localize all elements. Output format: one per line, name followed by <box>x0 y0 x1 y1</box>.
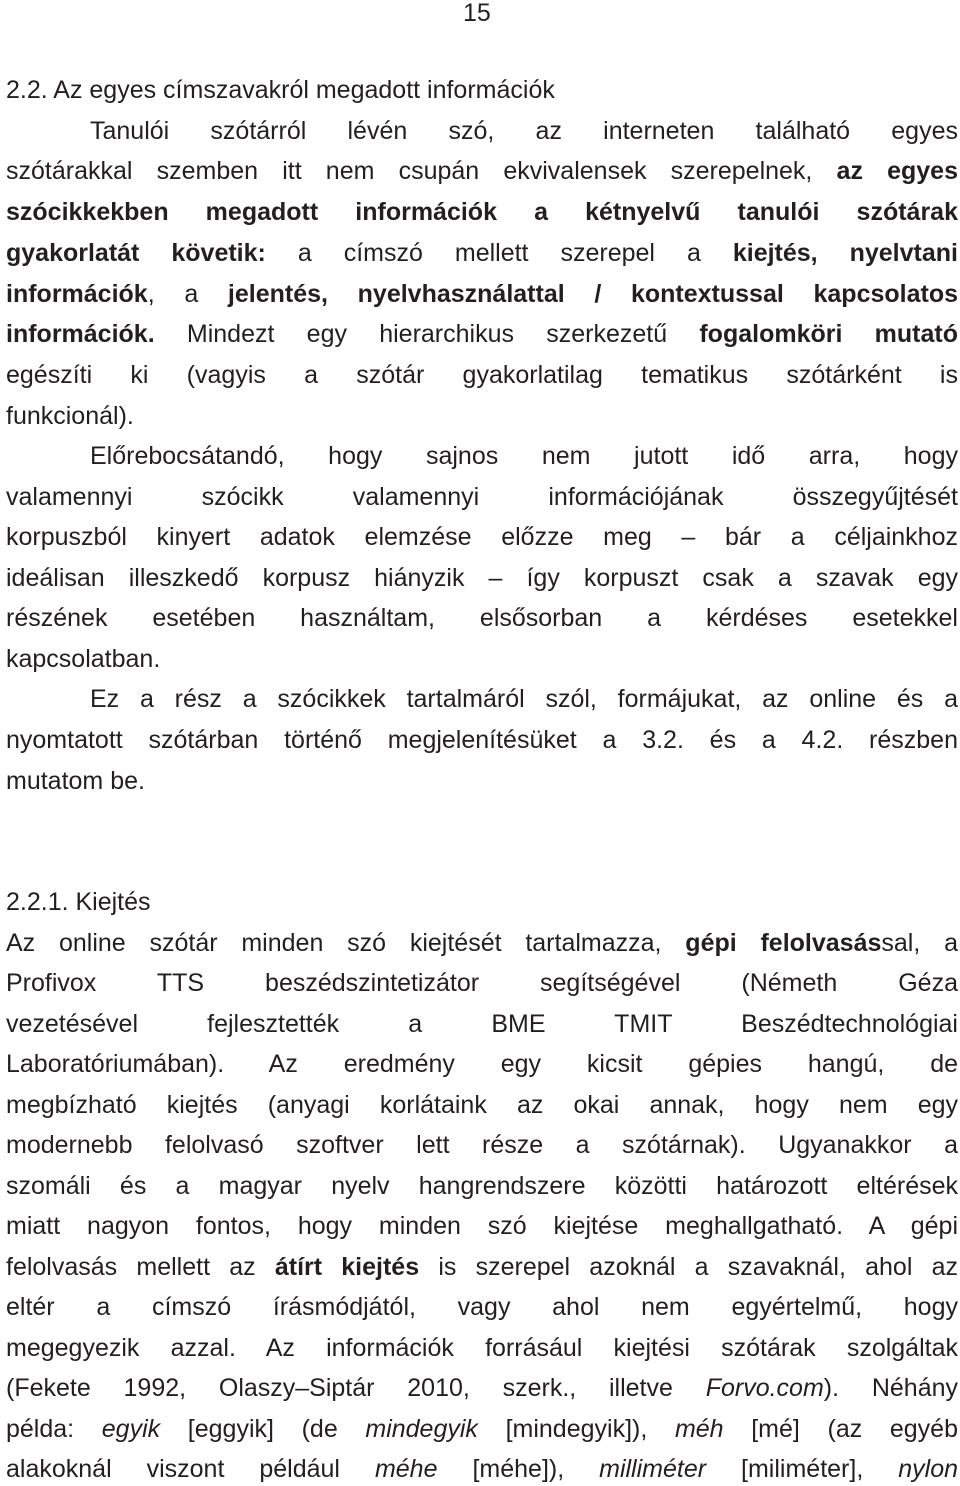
paragraph-line: megbízható kiejtés (anyagi korlátaink az okai annak, hogy nem egy <box>6 1091 958 1119</box>
section-heading: 2.2. Az egyes címszavakról megadott információk <box>6 76 555 104</box>
paragraph-line: szócikkekben megadott információk a kétnyelvű tanulói szótárak <box>6 198 958 226</box>
paragraph-line: alakoknál viszont például méhe [méhe]), milliméter [miliméter], nylon <box>6 1455 958 1483</box>
paragraph-line: megegyezik azzal. Az információk forrásául kiejtési szótárak szolgáltak <box>6 1334 958 1362</box>
paragraph-line: vezetésével fejlesztették a BME TMIT Beszédtechnológiai <box>6 1010 958 1038</box>
paragraph-line: (Fekete 1992, Olaszy–Siptár 2010, szerk., illetve Forvo.com). Néhány <box>6 1374 958 1402</box>
paragraph-line: Előrebocsátandó, hogy sajnos nem jutott idő arra, hogy <box>90 442 958 470</box>
paragraph-line: modernebb felolvasó szoftver lett része a szótárnak). Ugyanakkor a <box>6 1131 958 1159</box>
paragraph-line: eltér a címszó írásmódjától, vagy ahol nem egyértelmű, hogy <box>6 1293 958 1321</box>
paragraph-line: szomáli és a magyar nyelv hangrendszere közötti határozott eltérések <box>6 1172 958 1200</box>
paragraph-line: nyomtatott szótárban történő megjelenítésüket a 3.2. és a 4.2. részben <box>6 726 958 754</box>
subsection-heading: 2.2.1. Kiejtés <box>6 888 151 916</box>
paragraph-line: ideálisan illeszkedő korpusz hiányzik – így korpuszt csak a szavak egy <box>6 564 958 592</box>
paragraph-line: valamennyi szócikk valamennyi információjának összegyűjtését <box>6 483 958 511</box>
paragraph-line: gyakorlatát követik: a címszó mellett szerepel a kiejtés, nyelvtani <box>6 239 958 267</box>
paragraph-line: példa: egyik [eggyik] (de mindegyik [mindegyik]), méh [mé] (az egyéb <box>6 1415 958 1443</box>
paragraph-line: részének esetében használtam, elsősorban a kérdéses esetekkel <box>6 604 958 632</box>
paragraph-line: egészíti ki (vagyis a szótár gyakorlatilag tematikus szótárként is <box>6 361 958 389</box>
paragraph-line: korpuszból kinyert adatok elemzése előzze meg – bár a céljainkhoz <box>6 523 958 551</box>
paragraph-line: Laboratóriumában). Az eredmény egy kicsit gépies hangú, de <box>6 1050 958 1078</box>
paragraph-line: Tanulói szótárról lévén szó, az interneten található egyes <box>90 117 958 145</box>
page-number: 15 <box>463 0 491 27</box>
paragraph-line: miatt nagyon fontos, hogy minden szó kiejtése meghallgatható. A gépi <box>6 1212 958 1240</box>
paragraph-line: információk. Mindezt egy hierarchikus szerkezetű fogalomköri mutató <box>6 320 958 348</box>
paragraph-line: felolvasás mellett az átírt kiejtés is szerepel azoknál a szavaknál, ahol az <box>6 1253 959 1281</box>
paragraph-line: Profivox TTS beszédszintetizátor segítségével (Németh Géza <box>6 969 958 997</box>
paragraph-line: mutatom be. <box>6 767 145 795</box>
paragraph-line: szótárakkal szemben itt nem csupán ekvivalensek szerepelnek, az egyes <box>6 157 958 185</box>
paragraph-line: kapcsolatban. <box>6 645 161 673</box>
paragraph-line: információk, a jelentés, nyelvhasználattal / kontextussal kapcsolatos <box>6 280 958 308</box>
paragraph-line: funkcionál). <box>6 402 134 430</box>
paragraph-line: Ez a rész a szócikkek tartalmáról szól, formájukat, az online és a <box>90 685 958 713</box>
paragraph-line: Az online szótár minden szó kiejtését tartalmazza, gépi felolvasással, a <box>6 929 958 957</box>
